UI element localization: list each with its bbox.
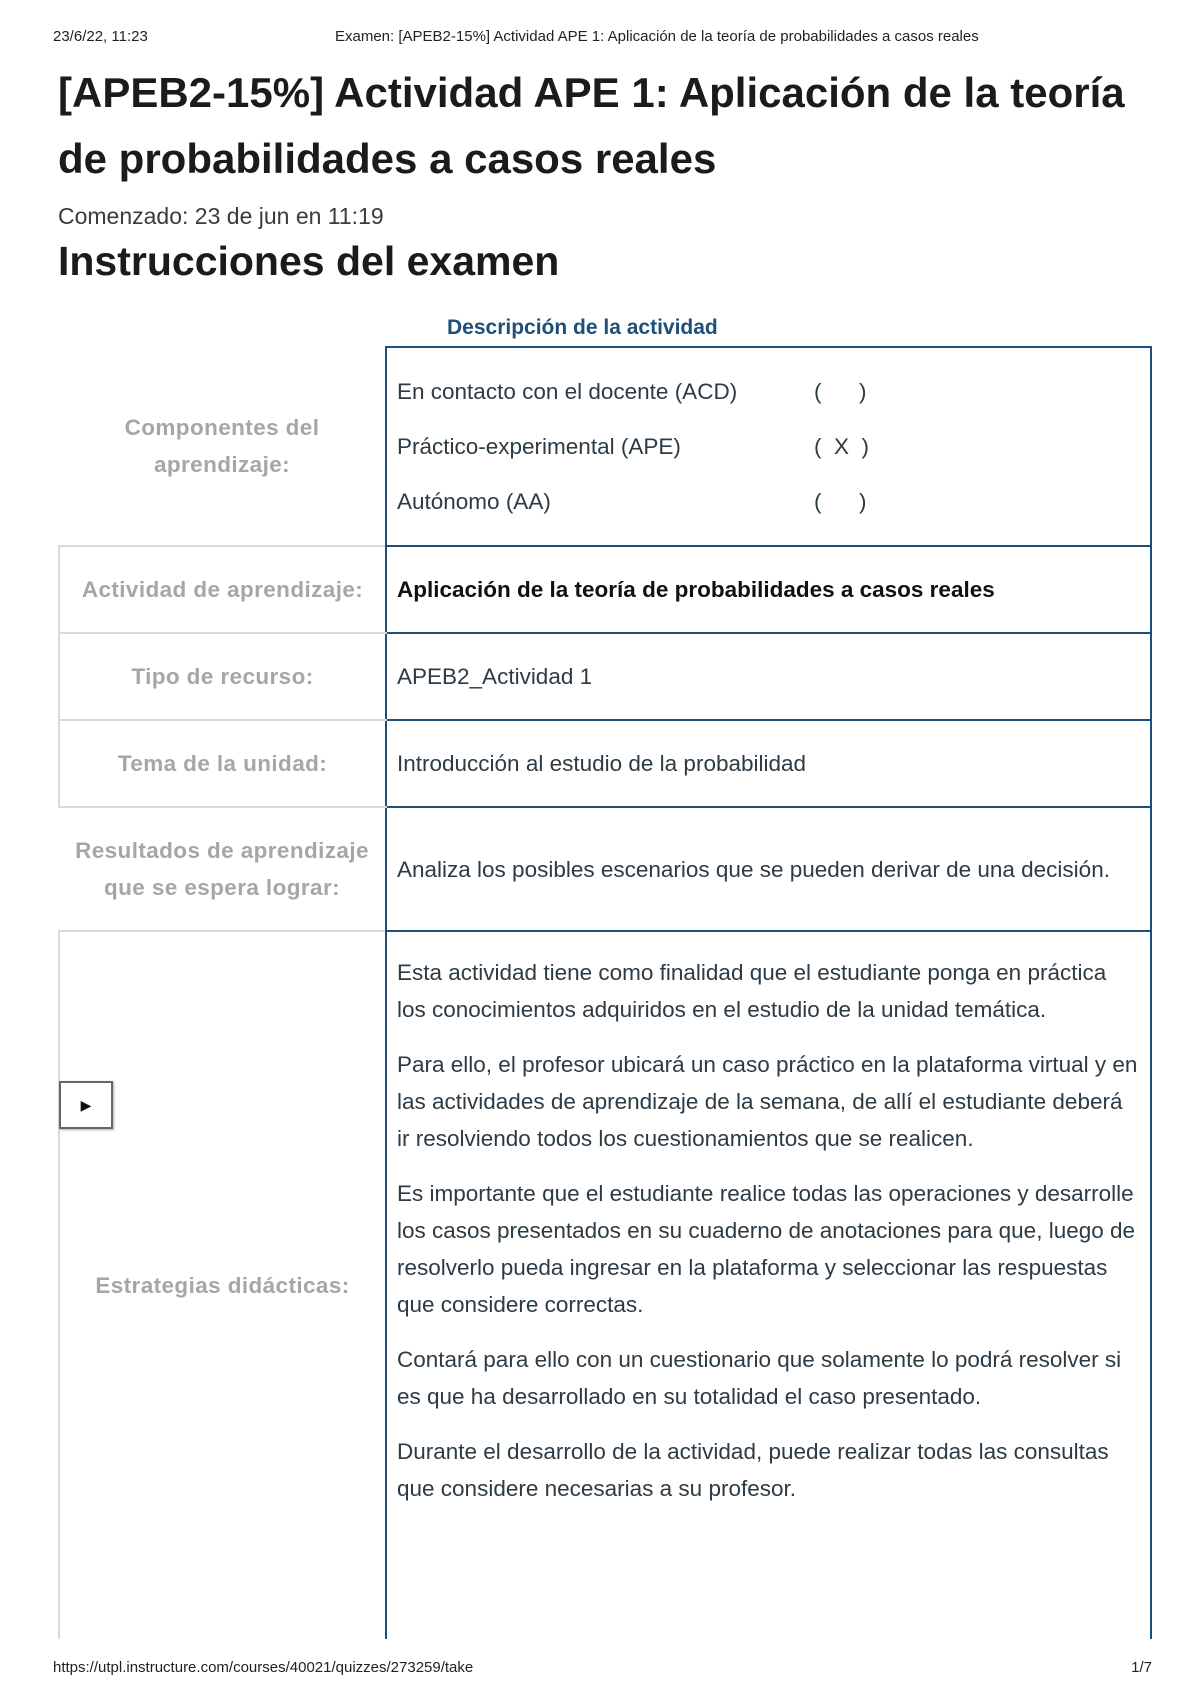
strategy-paragraph: Contará para ello con un cuestionario que solamente lo podrá resolver si es que ha desarrollado en su totalidad el caso presentado.: [397, 1347, 1122, 1409]
table-row-components: [59, 347, 1151, 546]
resource-label: Tipo de recurso:: [59, 633, 386, 720]
strategy-paragraph: Es importante que el estudiante realice todas las operaciones y desarrolle los casos presentados en su cuaderno de anotaciones para que, luego de resolverlo pueda ingresar en la plataforma y seleccionar las respuestas que considere correctas.: [397, 1181, 1136, 1317]
strategy-paragraph: Para ello, el profesor ubicará un caso práctico en la plataforma virtual y en las actividades de aprendizaje de la semana, de allí el estudiante deberá ir resolviendo todos los cuestionamientos que se realicen.: [397, 1052, 1138, 1151]
print-page-title: Examen: [APEB2-15%] Actividad APE 1: Aplicación de la teoría de probabilidades a casos reales: [335, 28, 979, 45]
started-timestamp: Comenzado: 23 de jun en 11:19: [58, 203, 384, 229]
component-mark: ( ): [814, 379, 867, 404]
table-row-strategies: [59, 931, 1151, 1639]
table-row-resource: [59, 633, 1151, 720]
activity-value-text: Aplicación de la teoría de probabilidades a casos reales: [397, 577, 995, 602]
description-caption: Descripción de la actividad: [447, 316, 718, 339]
component-name: Autónomo (AA): [397, 489, 551, 514]
quiz-title: [APEB2-15%] Actividad APE 1: Aplicación de la teoría de probabilidades a casos reales: [58, 69, 1125, 182]
print-url: https://utpl.instructure.com/courses/40021/quizzes/273259/take: [53, 1659, 474, 1676]
strategy-paragraph: Durante el desarrollo de la actividad, puede realizar todas las consultas que considere necesarias a su profesor.: [397, 1439, 1109, 1501]
components-label: Componentes del aprendizaje:: [124, 415, 320, 477]
table-row-activity: [59, 546, 1151, 633]
table-row-topic: [59, 720, 1151, 807]
component-mark: ( X ): [814, 434, 869, 459]
component-item: [397, 474, 1140, 529]
results-value: Analiza los posibles escenarios que se pueden derivar de una decisión.: [386, 807, 1151, 931]
play-icon: ▶: [80, 1096, 92, 1113]
strategy-paragraph: Esta actividad tiene como finalidad que el estudiante ponga en práctica los conocimientos adquiridos en el estudio de la unidad temática.: [397, 960, 1107, 1022]
component-item: [397, 364, 1140, 419]
activity-label: Actividad de aprendizaje:: [59, 546, 386, 633]
play-button[interactable]: [59, 1081, 113, 1129]
topic-value: Introducción al estudio de la probabilidad: [386, 720, 1151, 807]
instructions-heading: Instrucciones del examen: [58, 238, 560, 284]
page-number: 1/7: [1131, 1659, 1152, 1676]
activity-value: [386, 546, 1151, 633]
topic-label: Tema de la unidad:: [59, 720, 386, 807]
print-datetime: 23/6/22, 11:23: [53, 28, 148, 45]
print-header: [53, 28, 1147, 48]
resource-value: APEB2_Actividad 1: [386, 633, 1151, 720]
component-mark: ( ): [814, 489, 867, 514]
components-cell: [386, 347, 1151, 546]
strategies-cell: [386, 931, 1151, 1639]
print-footer: [53, 1659, 1152, 1679]
results-label: Resultados de aprendizaje que se espera lograr:: [75, 838, 369, 900]
strategies-label: Estrategias didácticas:: [59, 931, 386, 1639]
component-name: Práctico-experimental (APE): [397, 434, 681, 459]
component-item: [397, 419, 1140, 474]
activity-description-table: [58, 346, 1152, 1639]
component-name: En contacto con el docente (ACD): [397, 379, 738, 404]
table-row-results: [59, 807, 1151, 931]
